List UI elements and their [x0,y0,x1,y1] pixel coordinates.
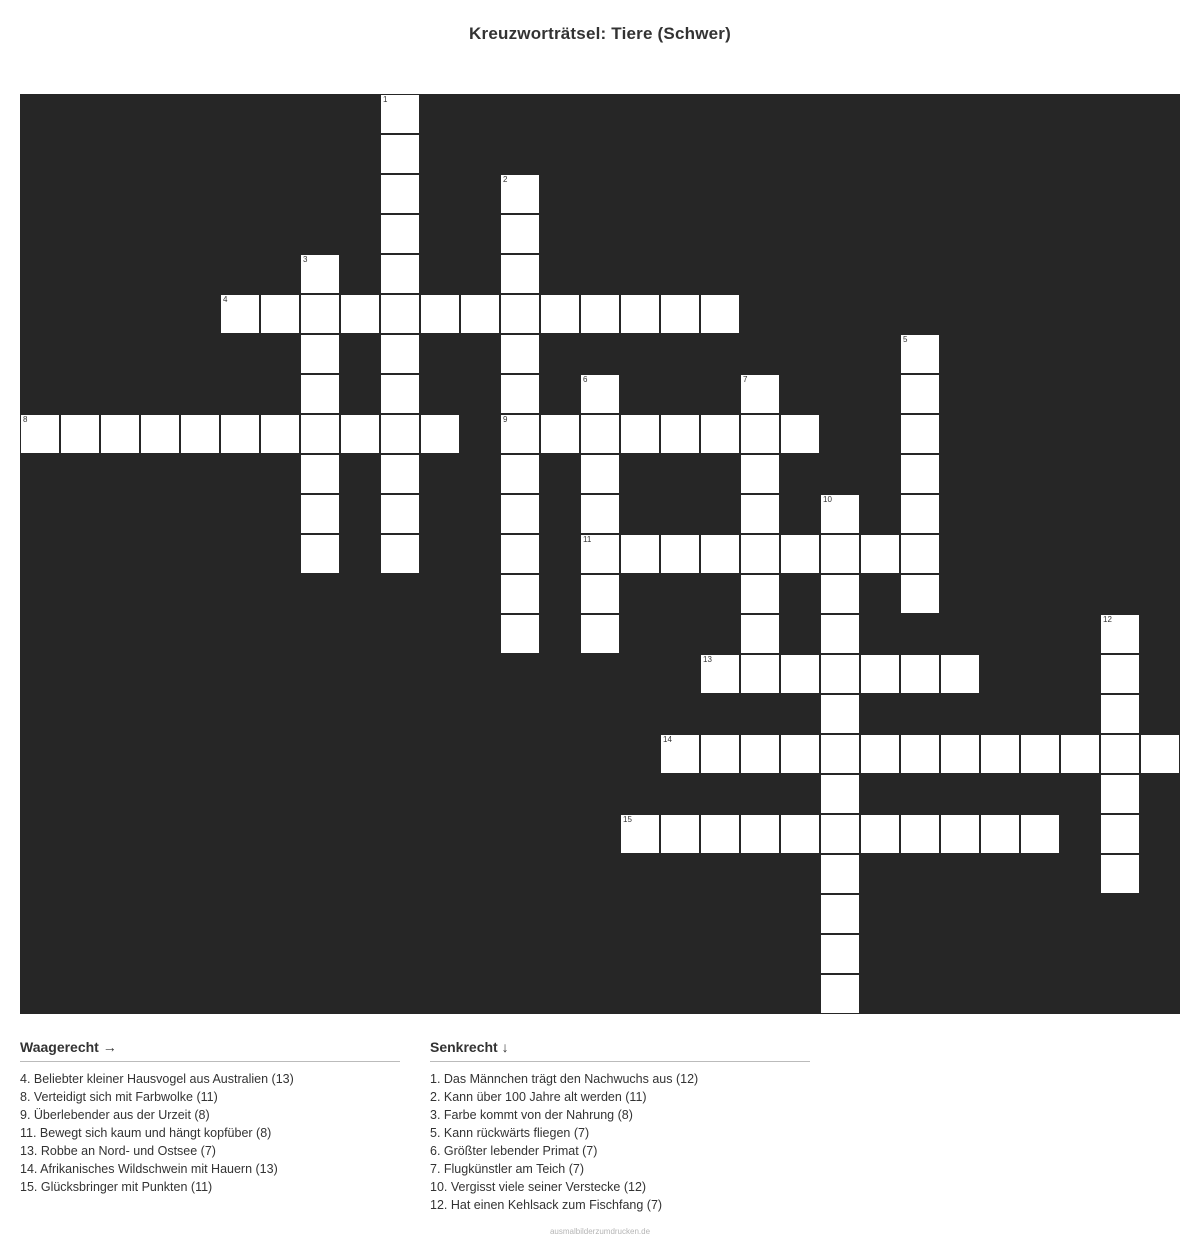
crossword-cell[interactable] [740,814,780,854]
crossword-cell[interactable] [300,414,340,454]
crossword-cell[interactable] [380,94,420,134]
crossword-cell[interactable] [820,854,860,894]
crossword-cell[interactable] [380,534,420,574]
cell-number: 11 [583,535,592,544]
crossword-cell[interactable] [540,294,580,334]
crossword-cell[interactable] [1100,854,1140,894]
crossword-cell[interactable] [300,494,340,534]
clue-item: 11. Bewegt sich kaum und hängt kopfüber (8) [20,1126,272,1140]
clue-item: 13. Robbe an Nord- und Ostsee (7) [20,1144,216,1158]
crossword-cell[interactable] [500,414,540,454]
crossword-cell[interactable] [580,294,620,334]
crossword-cell[interactable] [900,454,940,494]
clue-item: 6. Größter lebender Primat (7) [430,1144,598,1158]
crossword-cell[interactable] [740,614,780,654]
crossword-cell[interactable] [860,534,900,574]
crossword-cell[interactable] [380,374,420,414]
crossword-cell[interactable] [740,414,780,454]
crossword-cell[interactable] [380,414,420,454]
crossword-cell[interactable] [620,294,660,334]
crossword-cell[interactable] [660,534,700,574]
crossword-cell[interactable] [460,294,500,334]
crossword-cell[interactable] [820,654,860,694]
crossword-cell[interactable] [700,734,740,774]
crossword-cell[interactable] [1060,734,1100,774]
crossword-cell[interactable] [300,534,340,574]
crossword-cell[interactable] [700,654,740,694]
crossword-cell[interactable] [380,294,420,334]
crossword-cell[interactable] [820,614,860,654]
clues-down-list [430,1070,810,1214]
crossword-cell[interactable] [660,294,700,334]
crossword-cell[interactable] [860,654,900,694]
clue-item: 15. Glücksbringer mit Punkten (11) [20,1180,213,1194]
crossword-cell[interactable] [580,374,620,414]
crossword-cell[interactable] [540,414,580,454]
footer-watermark: ausmalbilderzumdrucken.de [549,1227,651,1236]
crossword-cell[interactable] [260,294,300,334]
page-title: Kreuzworträtsel: Tiere (Schwer) [469,24,731,43]
crossword-cell[interactable] [820,934,860,974]
cell-number: 4 [223,295,228,304]
cell-number: 13 [703,655,712,664]
crossword-cell[interactable] [620,814,660,854]
clue-item: 7. Flugkünstler am Teich (7) [430,1162,584,1176]
cell-number: 14 [663,735,672,744]
clue-item: 2. Kann über 100 Jahre alt werden (11) [430,1090,647,1104]
crossword-cell[interactable] [820,774,860,814]
crossword-cell[interactable] [740,574,780,614]
crossword-cell[interactable] [940,654,980,694]
crossword-cell[interactable] [340,294,380,334]
crossword-cell[interactable] [300,334,340,374]
crossword-cell[interactable] [820,534,860,574]
crossword-cell[interactable] [340,414,380,454]
clue-item: 1. Das Männchen trägt den Nachwuchs aus (12) [430,1072,699,1086]
crossword-cell[interactable] [900,494,940,534]
crossword-cell[interactable] [100,414,140,454]
cell-number: 15 [623,815,632,824]
clue-item: 5. Kann rückwärts fliegen (7) [430,1126,590,1140]
cell-number: 7 [743,375,748,384]
crossword-cell[interactable] [900,334,940,374]
crossword-cell[interactable] [980,734,1020,774]
crossword-cell[interactable] [500,534,540,574]
clues-across-list [20,1070,400,1196]
cell-number: 3 [303,255,308,264]
crossword-cell[interactable] [380,254,420,294]
crossword-cell[interactable] [500,214,540,254]
clue-item: 8. Verteidigt sich mit Farbwolke (11) [20,1090,218,1104]
crossword-cell[interactable] [380,174,420,214]
crossword-cell[interactable] [380,134,420,174]
clues-across-heading: Waagerecht → [20,1039,400,1062]
cell-number: 2 [503,175,508,184]
crossword-cell[interactable] [780,734,820,774]
crossword-cell[interactable] [1100,694,1140,734]
cell-number: 1 [383,95,388,104]
crossword-cell[interactable] [940,734,980,774]
crossword-cell[interactable] [740,534,780,574]
crossword-cell[interactable] [820,974,860,1014]
crossword-cell[interactable] [820,734,860,774]
crossword-cell[interactable] [580,614,620,654]
crossword-cell[interactable] [300,374,340,414]
crossword-cell[interactable] [580,414,620,454]
crossword-cell[interactable] [300,254,340,294]
crossword-cell[interactable] [1140,734,1180,774]
crossword-cell[interactable] [660,414,700,454]
crossword-cell[interactable] [380,494,420,534]
crossword-cell[interactable] [740,374,780,414]
crossword-cell[interactable] [860,734,900,774]
crossword-cell[interactable] [700,414,740,454]
crossword-cell[interactable] [220,414,260,454]
crossword-cell[interactable] [1100,654,1140,694]
crossword-cell[interactable] [820,694,860,734]
crossword-cell[interactable] [900,814,940,854]
crossword-cell[interactable] [1020,734,1060,774]
crossword-cell[interactable] [500,614,540,654]
crossword-cell[interactable] [740,654,780,694]
crossword-cell[interactable] [1100,734,1140,774]
crossword-cell[interactable] [260,414,300,454]
clue-item: 10. Vergisst viele seiner Verstecke (12) [430,1180,647,1194]
crossword-cell[interactable] [980,814,1020,854]
crossword-cell[interactable] [820,814,860,854]
crossword-cell[interactable] [740,454,780,494]
clues-down-heading: Senkrecht ↓ [430,1039,810,1062]
crossword-cell[interactable] [740,494,780,534]
crossword-cell[interactable] [740,734,780,774]
crossword-cell[interactable] [500,574,540,614]
crossword-cell[interactable] [900,534,940,574]
crossword-cell[interactable] [820,574,860,614]
crossword-cell[interactable] [180,414,220,454]
cell-number: 12 [1103,615,1112,624]
crossword-cell[interactable] [860,814,900,854]
crossword-cell[interactable] [500,374,540,414]
crossword-cell[interactable] [660,814,700,854]
crossword-cell[interactable] [140,414,180,454]
crossword-cell[interactable] [700,814,740,854]
cell-number: 6 [583,375,588,384]
crossword-cell[interactable] [660,734,700,774]
crossword-cell[interactable] [780,814,820,854]
crossword-cell[interactable] [500,254,540,294]
crossword-cell[interactable] [220,294,260,334]
clue-item: 12. Hat einen Kehlsack zum Fischfang (7) [430,1198,663,1212]
crossword-cell[interactable] [420,414,460,454]
crossword-cell[interactable] [900,654,940,694]
crossword-cell[interactable] [420,294,460,334]
crossword-cell[interactable] [700,534,740,574]
crossword-cell[interactable] [780,654,820,694]
crossword-cell[interactable] [380,214,420,254]
crossword-cell[interactable] [580,574,620,614]
crossword-cell[interactable] [500,294,540,334]
crossword-cell[interactable] [900,574,940,614]
crossword-cell[interactable] [780,414,820,454]
crossword-cell[interactable] [940,814,980,854]
clues-section [20,1039,1180,1214]
crossword-cell[interactable] [780,534,820,574]
cell-number: 10 [823,495,832,504]
crossword-cell[interactable] [500,334,540,374]
crossword-cell[interactable] [1020,814,1060,854]
crossword-cell[interactable] [20,414,60,454]
crossword-cell[interactable] [300,454,340,494]
crossword-cell[interactable] [1100,774,1140,814]
crossword-cell[interactable] [1100,614,1140,654]
crossword-cell[interactable] [900,734,940,774]
crossword-cell[interactable] [820,894,860,934]
crossword-cell[interactable] [380,334,420,374]
clue-item: 9. Überlebender aus der Urzeit (8) [20,1108,210,1122]
crossword-grid [20,94,1180,1014]
crossword-cell[interactable] [380,454,420,494]
crossword-cell[interactable] [300,294,340,334]
crossword-cell[interactable] [700,294,740,334]
clue-item: 4. Beliebter kleiner Hausvogel aus Australien (13) [20,1072,294,1086]
clue-item: 14. Afrikanisches Wildschwein mit Hauern (13) [20,1162,278,1176]
crossword-cell[interactable] [60,414,100,454]
crossword-cell[interactable] [500,454,540,494]
crossword-cell[interactable] [580,454,620,494]
clues-down [430,1039,810,1214]
clue-item: 3. Farbe kommt von der Nahrung (8) [430,1108,633,1122]
clues-across [20,1039,400,1214]
crossword-cell[interactable] [1100,814,1140,854]
cell-number: 8 [23,415,28,424]
cell-number: 9 [503,415,508,424]
crossword-cell[interactable] [900,414,940,454]
cell-number: 5 [903,335,908,344]
crossword-cell[interactable] [580,534,620,574]
crossword-cell[interactable] [900,374,940,414]
crossword-cell[interactable] [620,534,660,574]
crossword-cell[interactable] [500,174,540,214]
crossword-cell[interactable] [580,494,620,534]
crossword-cell[interactable] [820,494,860,534]
crossword-cell[interactable] [500,494,540,534]
crossword-cell[interactable] [620,414,660,454]
